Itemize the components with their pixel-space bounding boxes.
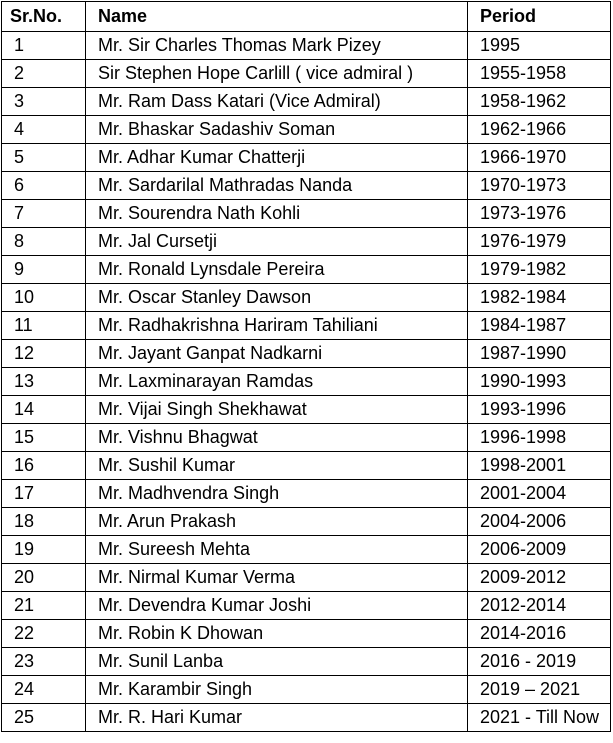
table-row <box>2 592 611 620</box>
cell-sr-no: 20 <box>2 564 86 592</box>
cell-period: 1973-1976 <box>468 200 611 228</box>
cell-period: 1958-1962 <box>468 88 611 116</box>
cell-sr-no: 4 <box>2 116 86 144</box>
cell-sr-no: 13 <box>2 368 86 396</box>
cell-sr-no: 8 <box>2 228 86 256</box>
cell-period: 1962-1966 <box>468 116 611 144</box>
header-period: Period <box>468 2 611 32</box>
cell-period: 1987-1990 <box>468 340 611 368</box>
table-row <box>2 312 611 340</box>
table-row <box>2 228 611 256</box>
cell-name: Sir Stephen Hope Carlill ( vice admiral ) <box>86 60 468 88</box>
cell-name: Mr. Vishnu Bhagwat <box>86 424 468 452</box>
cell-sr-no: 24 <box>2 676 86 704</box>
cell-period: 1982-1984 <box>468 284 611 312</box>
table-row <box>2 60 611 88</box>
cell-period: 2004-2006 <box>468 508 611 536</box>
cell-sr-no: 22 <box>2 620 86 648</box>
header-sr-no: Sr.No. <box>2 2 86 32</box>
cell-sr-no: 21 <box>2 592 86 620</box>
cell-sr-no: 3 <box>2 88 86 116</box>
cell-period: 1993-1996 <box>468 396 611 424</box>
table-row <box>2 564 611 592</box>
cell-sr-no: 23 <box>2 648 86 676</box>
cell-period: 1984-1987 <box>468 312 611 340</box>
table-row <box>2 620 611 648</box>
table-row <box>2 144 611 172</box>
table-row <box>2 172 611 200</box>
cell-name: Mr. Robin K Dhowan <box>86 620 468 648</box>
cell-name: Mr. Sushil Kumar <box>86 452 468 480</box>
cell-period: 2009-2012 <box>468 564 611 592</box>
table-row <box>2 116 611 144</box>
cell-name: Mr. Adhar Kumar Chatterji <box>86 144 468 172</box>
cell-name: Mr. Sir Charles Thomas Mark Pizey <box>86 32 468 60</box>
cell-period: 2012-2014 <box>468 592 611 620</box>
cell-period: 1966-1970 <box>468 144 611 172</box>
table-row <box>2 200 611 228</box>
cell-sr-no: 10 <box>2 284 86 312</box>
cell-name: Mr. Jayant Ganpat Nadkarni <box>86 340 468 368</box>
table-row <box>2 676 611 704</box>
cell-period: 1979-1982 <box>468 256 611 284</box>
table-row <box>2 508 611 536</box>
table-row <box>2 480 611 508</box>
cell-period: 2016 - 2019 <box>468 648 611 676</box>
cell-period: 2021 - Till Now <box>468 704 611 732</box>
table-row <box>2 88 611 116</box>
cell-period: 1995 <box>468 32 611 60</box>
cell-period: 1990-1993 <box>468 368 611 396</box>
cell-name: Mr. Sourendra Nath Kohli <box>86 200 468 228</box>
cell-name: Mr. Ram Dass Katari (Vice Admiral) <box>86 88 468 116</box>
cell-period: 2001-2004 <box>468 480 611 508</box>
cell-period: 1976-1979 <box>468 228 611 256</box>
cell-sr-no: 1 <box>2 32 86 60</box>
cell-sr-no: 16 <box>2 452 86 480</box>
cell-name: Mr. Oscar Stanley Dawson <box>86 284 468 312</box>
table-row <box>2 424 611 452</box>
cell-sr-no: 5 <box>2 144 86 172</box>
table-row <box>2 368 611 396</box>
cell-name: Mr. Vijai Singh Shekhawat <box>86 396 468 424</box>
table-row <box>2 256 611 284</box>
cell-name: Mr. Madhvendra Singh <box>86 480 468 508</box>
cell-name: Mr. R. Hari Kumar <box>86 704 468 732</box>
cell-period: 2006-2009 <box>468 536 611 564</box>
cell-sr-no: 19 <box>2 536 86 564</box>
cell-sr-no: 9 <box>2 256 86 284</box>
cell-name: Mr. Devendra Kumar Joshi <box>86 592 468 620</box>
cell-sr-no: 6 <box>2 172 86 200</box>
cell-name: Mr. Bhaskar Sadashiv Soman <box>86 116 468 144</box>
table-row <box>2 648 611 676</box>
table-row <box>2 452 611 480</box>
table-row <box>2 284 611 312</box>
cell-sr-no: 25 <box>2 704 86 732</box>
cell-sr-no: 2 <box>2 60 86 88</box>
cell-period: 1955-1958 <box>468 60 611 88</box>
cell-name: Mr. Karambir Singh <box>86 676 468 704</box>
cell-name: Mr. Sardarilal Mathradas Nanda <box>86 172 468 200</box>
table-row <box>2 340 611 368</box>
cell-name: Mr. Arun Prakash <box>86 508 468 536</box>
table-body <box>2 32 611 732</box>
table-row <box>2 704 611 732</box>
cell-sr-no: 11 <box>2 312 86 340</box>
cell-name: Mr. Laxminarayan Ramdas <box>86 368 468 396</box>
cell-name: Mr. Ronald Lynsdale Pereira <box>86 256 468 284</box>
cell-name: Mr. Nirmal Kumar Verma <box>86 564 468 592</box>
table-row <box>2 32 611 60</box>
cell-sr-no: 7 <box>2 200 86 228</box>
cell-period: 2019 – 2021 <box>468 676 611 704</box>
cell-period: 1970-1973 <box>468 172 611 200</box>
cell-period: 2014-2016 <box>468 620 611 648</box>
header-name: Name <box>86 2 468 32</box>
officers-table <box>1 1 611 732</box>
cell-sr-no: 12 <box>2 340 86 368</box>
cell-name: Mr. Sunil Lanba <box>86 648 468 676</box>
cell-sr-no: 15 <box>2 424 86 452</box>
header-row <box>2 2 611 32</box>
cell-sr-no: 18 <box>2 508 86 536</box>
cell-name: Mr. Sureesh Mehta <box>86 536 468 564</box>
cell-period: 1998-2001 <box>468 452 611 480</box>
cell-name: Mr. Jal Cursetji <box>86 228 468 256</box>
table-row <box>2 396 611 424</box>
cell-sr-no: 17 <box>2 480 86 508</box>
cell-period: 1996-1998 <box>468 424 611 452</box>
cell-sr-no: 14 <box>2 396 86 424</box>
table-row <box>2 536 611 564</box>
cell-name: Mr. Radhakrishna Hariram Tahiliani <box>86 312 468 340</box>
